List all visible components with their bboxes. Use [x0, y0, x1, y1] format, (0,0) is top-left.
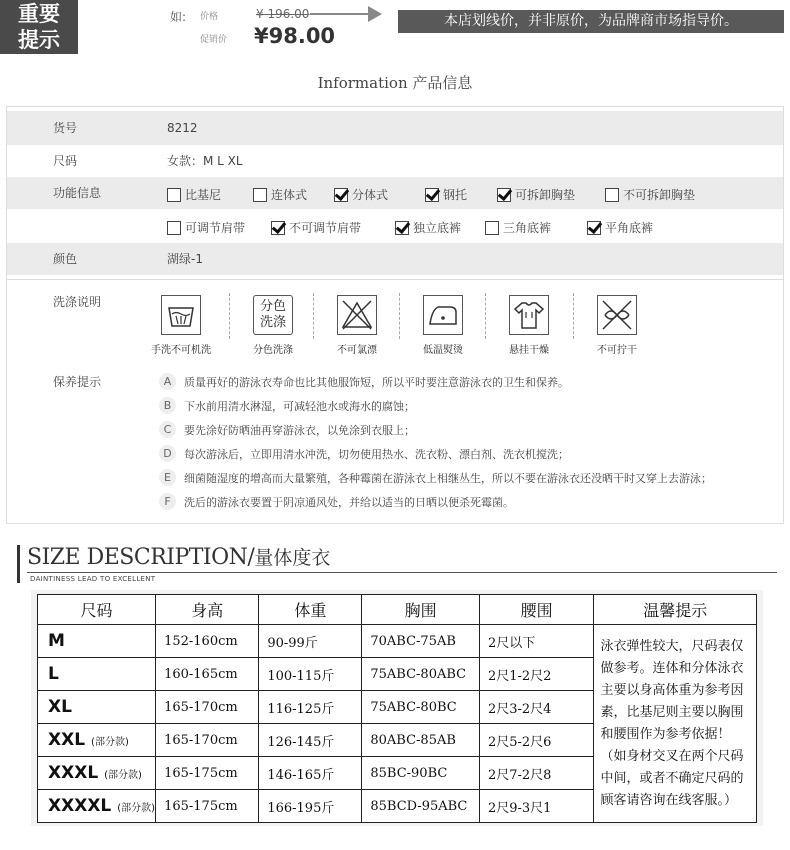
height-cell: 160-165cm: [156, 658, 259, 691]
size-title: [27, 543, 330, 570]
function-option-label: 不可调节肩带: [289, 221, 362, 235]
sale-price: ¥98.00: [254, 24, 336, 48]
function-option[interactable]: [605, 186, 695, 203]
care-text: 要先涂好防晒油再穿游泳衣，以免涂到衣服上；: [184, 423, 415, 437]
size-value: 女款：M L XL: [167, 154, 243, 168]
size-title-divider: [27, 572, 777, 573]
weight-cell: 116-125斤: [259, 691, 362, 724]
low-iron-icon: [403, 295, 483, 356]
care-item: [159, 493, 514, 510]
original-price-label: 价格: [200, 12, 219, 22]
header-height: 身高: [156, 595, 259, 625]
function-option-label: 分体式: [352, 188, 389, 202]
care-item: [159, 445, 569, 462]
function-option[interactable]: [587, 219, 653, 236]
checkbox-unchecked-icon[interactable]: [167, 188, 181, 202]
size-code: L: [48, 664, 59, 684]
item-number-value: 8212: [167, 121, 198, 135]
checkbox-checked-icon[interactable]: [497, 188, 511, 202]
checkbox-unchecked-icon[interactable]: [167, 221, 181, 235]
wash-item-label: 手洗不可机洗: [151, 345, 211, 356]
size-subtitle: DAINTINESS LEAD TO EXCELLENT: [30, 575, 156, 583]
price-notice-bar: 本店划线价，并非原价，为品牌商市场指导价。: [398, 10, 784, 33]
size-note: (部分款): [91, 737, 129, 748]
function-option[interactable]: [253, 186, 307, 203]
checkbox-unchecked-icon[interactable]: [253, 188, 267, 202]
hang-dry-icon: [489, 295, 569, 356]
height-cell: 152-160cm: [156, 625, 259, 658]
checkbox-unchecked-icon[interactable]: [605, 188, 619, 202]
color-row: [7, 243, 783, 275]
product-info-panel: [6, 106, 784, 524]
wash-separately-text-1: 分色: [259, 299, 286, 314]
color-value: 湖绿-1: [167, 252, 203, 266]
care-text: 细菌随湿度的增高而大量繁殖，各种霉菌在游泳衣上相继丛生，所以不要在游泳衣还没晒干时又穿上去游泳；: [184, 471, 712, 485]
size-cell: [38, 625, 156, 658]
header-size: 尺码: [38, 595, 156, 625]
waist-cell: 2尺5-2尺6: [479, 724, 594, 757]
size-code: XXL: [48, 730, 86, 750]
care-item: [159, 469, 712, 486]
care-text: 下水前用清水淋湿，可减轻池水或海水的腐蚀；: [184, 399, 415, 413]
arrow-right-icon: [368, 6, 382, 22]
size-row: [38, 625, 757, 658]
wash-item-label: 不可拧干: [597, 345, 637, 356]
size-code: XXXL: [48, 763, 99, 783]
care-letter-badge: D: [159, 445, 176, 462]
header-weight: 体重: [259, 595, 362, 625]
weight-cell: 166-195斤: [259, 790, 362, 823]
wash-item-label: 不可氯漂: [337, 345, 377, 356]
function-option-label: 三角底裤: [503, 221, 552, 235]
divider: [7, 279, 783, 280]
sale-price-label: 促销价: [200, 35, 228, 45]
weight-cell: 126-145斤: [259, 724, 362, 757]
checkbox-unchecked-icon[interactable]: [485, 221, 499, 235]
care-letter-badge: E: [159, 469, 176, 486]
wash-separator: [313, 293, 314, 339]
care-letter-badge: F: [159, 493, 176, 510]
item-number-row: [7, 111, 783, 145]
checkbox-checked-icon[interactable]: [334, 188, 348, 202]
original-price: ¥ 196.00: [256, 7, 310, 21]
size-code: M: [48, 631, 65, 651]
waist-cell: 2尺以下: [479, 625, 594, 658]
function-option[interactable]: [395, 219, 461, 236]
bust-cell: 85BCD-95ABC: [362, 790, 480, 823]
function-option[interactable]: [334, 186, 388, 203]
wash-separator: [573, 293, 574, 339]
bust-cell: 75ABC-80ABC: [362, 658, 480, 691]
size-code: XL: [48, 697, 72, 717]
care-label: 保养提示: [53, 375, 102, 389]
function-option[interactable]: [167, 186, 221, 203]
checkbox-checked-icon[interactable]: [587, 221, 601, 235]
waist-cell: 2尺7-2尺8: [479, 757, 594, 790]
hand-wash-no-machine-icon: [141, 295, 221, 356]
weight-cell: 90-99斤: [259, 625, 362, 658]
size-tip: 泳衣弹性较大，尺码表仅做参考。连体和分体泳衣主要以身高体重为参考因素，比基尼则主要以胸围和腰围作为参考依据！（如身材交叉在两个尺码中间，或者不确定尺码的顾客请咨询在线客服。）: [594, 625, 757, 823]
function-option[interactable]: [497, 186, 575, 203]
function-option-label: 连体式: [271, 188, 308, 202]
header-tip: 温馨提示: [594, 595, 757, 625]
size-note: (部分款): [104, 770, 142, 781]
size-cell: [38, 757, 156, 790]
function-option-label: 可拆卸胸垫: [515, 188, 576, 202]
size-table-container: [31, 590, 763, 826]
wash-separately-icon: [233, 295, 313, 356]
wash-separator: [229, 293, 230, 339]
checkbox-checked-icon[interactable]: [271, 221, 285, 235]
wash-separator: [399, 293, 400, 339]
size-cell: [38, 790, 156, 823]
care-item: [159, 373, 569, 390]
size-title-en: SIZE DESCRIPTION/: [27, 545, 255, 570]
function-option-label: 比基尼: [185, 188, 222, 202]
function-option-label: 独立底裤: [413, 221, 462, 235]
wash-item-label: 分色洗涤: [253, 345, 293, 356]
size-title-zh: 量体度衣: [254, 547, 331, 569]
function-option-label: 可调节肩带: [185, 221, 246, 235]
waist-cell: 2尺3-2尺4: [479, 691, 594, 724]
care-letter-badge: C: [159, 421, 176, 438]
care-text: 质量再好的游泳衣寿命也比其他服饰短，所以平时要注意游泳衣的卫生和保养。: [184, 375, 569, 389]
color-label: 颜色: [53, 252, 78, 266]
no-wring-icon: [577, 295, 657, 356]
weight-cell: 100-115斤: [259, 658, 362, 691]
care-item: [159, 397, 415, 414]
function-option-label: 平角底裤: [605, 221, 654, 235]
care-text: 洗后的游泳衣要置于阴凉通风处，并给以适当的日晒以便杀死霉菌。: [184, 495, 514, 509]
function-option[interactable]: [167, 219, 245, 236]
size-cell: [38, 691, 156, 724]
bust-cell: 70ABC-75AB: [362, 625, 480, 658]
function-option[interactable]: [271, 219, 361, 236]
bust-cell: 80ABC-85AB: [362, 724, 480, 757]
function-option[interactable]: [425, 186, 467, 203]
waist-cell: 2尺9-3尺1: [479, 790, 594, 823]
height-cell: 165-170cm: [156, 691, 259, 724]
care-letter-badge: A: [159, 373, 176, 390]
height-cell: 165-170cm: [156, 724, 259, 757]
badge-line-1: 重要: [18, 2, 60, 26]
item-number-label: 货号: [53, 121, 78, 135]
important-notice-badge: [0, 0, 78, 54]
care-item: [159, 421, 415, 438]
care-text: 每次游泳后，立即用清水冲洗，切勿使用热水、洗衣粉、漂白剂、洗衣机搅洗；: [184, 447, 569, 461]
bust-cell: 75ABC-80BC: [362, 691, 480, 724]
height-cell: 165-175cm: [156, 757, 259, 790]
info-section-title: Information 产品信息: [317, 74, 473, 92]
function-label: 功能信息: [53, 186, 102, 200]
badge-line-2: 提示: [18, 28, 60, 52]
example-prefix: 如:: [170, 10, 187, 24]
size-row: [7, 145, 783, 177]
waist-cell: 2尺1-2尺2: [479, 658, 594, 691]
function-option-label: 钢托: [443, 188, 468, 202]
size-cell: [38, 658, 156, 691]
no-bleach-icon: [317, 295, 397, 356]
header-waist: 腰围: [479, 595, 594, 625]
size-label: 尺码: [53, 154, 78, 168]
bust-cell: 85BC-90BC: [362, 757, 480, 790]
checkbox-checked-icon[interactable]: [425, 188, 439, 202]
weight-cell: 146-165斤: [259, 757, 362, 790]
size-heading-bar: [17, 545, 20, 583]
arrow-line: [310, 13, 375, 15]
function-option-label: 不可拆卸胸垫: [623, 188, 696, 202]
size-code: XXXXL: [48, 796, 112, 816]
height-cell: 165-175cm: [156, 790, 259, 823]
wash-separator: [485, 293, 486, 339]
size-table-header: [38, 595, 757, 625]
care-letter-badge: B: [159, 397, 176, 414]
wash-label: 洗涤说明: [53, 295, 102, 309]
size-note: (部分款): [117, 803, 156, 814]
size-cell: [38, 724, 156, 757]
function-option[interactable]: [485, 219, 551, 236]
size-table: [37, 594, 757, 823]
header-bust: 胸围: [362, 595, 480, 625]
wash-item-label: 悬挂干燥: [509, 345, 549, 356]
wash-separately-text-2: 洗涤: [259, 315, 286, 330]
wash-item-label: 低温熨烫: [423, 345, 463, 356]
checkbox-checked-icon[interactable]: [395, 221, 409, 235]
